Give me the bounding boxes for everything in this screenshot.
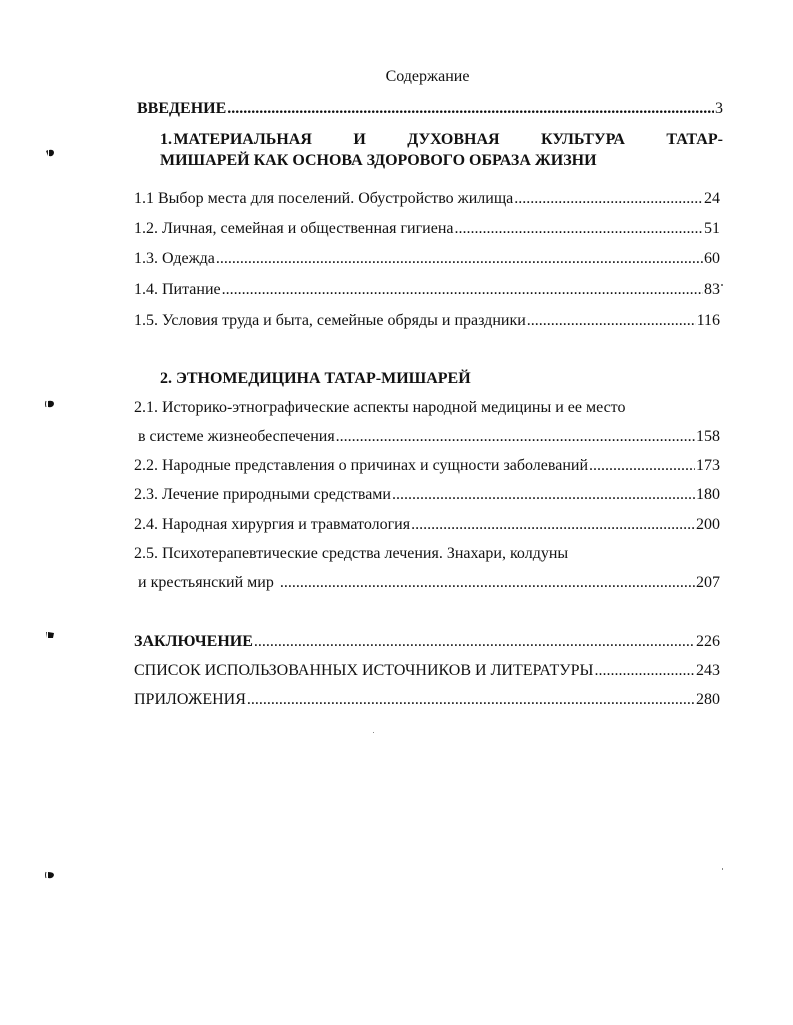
toc-entry-page: 158 bbox=[696, 428, 720, 445]
heading-word: 1. bbox=[160, 131, 172, 148]
scan-speck bbox=[373, 732, 374, 733]
dot-leader bbox=[247, 690, 695, 710]
toc-entry-1-1[interactable] bbox=[134, 189, 720, 211]
toc-entry-2-5-line1[interactable]: 2.5. Психотерапевтические средства лечения. Знахари, колдуны bbox=[134, 545, 569, 562]
toc-entry-page: 226 bbox=[696, 633, 720, 650]
toc-entry-label: 1.5. Условия труда и быта, семейные обряды и праздники bbox=[134, 312, 526, 329]
toc-entry-page: 180 bbox=[696, 486, 720, 503]
toc-entry-2-4[interactable] bbox=[134, 515, 720, 537]
toc-entry-page: 116 bbox=[696, 312, 720, 329]
toc-entry-page: 243 bbox=[696, 662, 720, 679]
toc-entry-label: 1.4. Питание bbox=[134, 281, 221, 298]
heading-word: ТАТАР- bbox=[666, 131, 723, 148]
toc-entry-2-1-line1[interactable]: 2.1. Историко-этнографические аспекты народной медицины и ее место bbox=[134, 399, 626, 416]
dot-leader bbox=[216, 249, 703, 269]
toc-entry-page: 207 bbox=[696, 574, 720, 591]
heading-word: КУЛЬТУРА bbox=[541, 131, 625, 148]
heading-word: МАТЕРИАЛЬНАЯ bbox=[173, 131, 312, 148]
dot-leader bbox=[222, 280, 703, 300]
toc-entry-label: СПИСОК ИСПОЛЬЗОВАННЫХ ИСТОЧНИКОВ И ЛИТЕРАТУРЫ bbox=[134, 662, 594, 679]
toc-entry-label: ПРИЛОЖЕНИЯ bbox=[134, 691, 246, 708]
toc-entry-label: 2.4. Народная хирургия и травматология bbox=[134, 516, 411, 533]
toc-entry-sources[interactable] bbox=[134, 661, 720, 683]
dot-leader bbox=[589, 456, 695, 476]
dot-leader bbox=[527, 311, 696, 331]
toc-entry-label: 1.2. Личная, семейная и общественная гигиена bbox=[134, 220, 454, 237]
chapter-1-heading[interactable] bbox=[160, 129, 723, 171]
toc-entry-label: в системе жизнеобеспечения bbox=[138, 428, 335, 445]
toc-entry-page: 3 bbox=[715, 100, 723, 117]
toc-entry-label: ВВЕДЕНИЕ bbox=[137, 100, 227, 117]
toc-entry-label: 2.3. Лечение природными средствами bbox=[134, 486, 391, 503]
dot-leader bbox=[254, 632, 695, 652]
dot-leader bbox=[411, 515, 695, 535]
binding-hole-mark-icon bbox=[45, 399, 55, 409]
toc-entry-page: 51 bbox=[704, 220, 720, 237]
dot-leader bbox=[280, 573, 695, 593]
toc-entry-1-3[interactable] bbox=[134, 249, 720, 271]
toc-entry-2-2[interactable] bbox=[134, 456, 720, 478]
toc-entry-2-1[interactable] bbox=[138, 427, 720, 449]
heading-word: И bbox=[353, 131, 366, 148]
dot-leader bbox=[594, 661, 695, 681]
scan-speck bbox=[722, 868, 723, 870]
dot-leader bbox=[392, 485, 695, 505]
toc-entry-page: 280 bbox=[696, 691, 720, 708]
binding-hole-mark-icon bbox=[45, 630, 55, 640]
toc-entry-label: 2.2. Народные представления о причинах и сущности заболеваний bbox=[134, 457, 589, 474]
toc-entry-2-5[interactable] bbox=[138, 573, 720, 595]
chapter-1-heading-line1 bbox=[160, 129, 723, 150]
chapter-2-heading[interactable]: 2. ЭТНОМЕДИЦИНА ТАТАР-МИШАРЕЙ bbox=[160, 370, 471, 387]
toc-entry-page: 83 bbox=[704, 281, 720, 298]
toc-entry-label: ЗАКЛЮЧЕНИЕ bbox=[134, 633, 253, 650]
toc-entry-1-5[interactable] bbox=[134, 311, 720, 333]
toc-entry-page: 200 bbox=[696, 516, 720, 533]
toc-entry-label: 1.3. Одежда bbox=[134, 250, 215, 267]
toc-entry-conclusion[interactable] bbox=[134, 632, 720, 654]
toc-entry-page: 173 bbox=[696, 457, 720, 474]
binding-hole-mark-icon bbox=[45, 870, 55, 880]
toc-entry-label: и крестьянский мир bbox=[138, 574, 274, 591]
toc-entry-1-2[interactable] bbox=[134, 219, 720, 241]
toc-entry-2-3[interactable] bbox=[134, 485, 720, 507]
toc-entry-label: 1.1 Выбор места для поселений. Обустройство жилища bbox=[134, 190, 514, 207]
toc-entry-1-4[interactable] bbox=[134, 280, 720, 302]
dot-leader bbox=[336, 427, 695, 447]
scan-speck bbox=[721, 284, 723, 286]
dot-leader bbox=[227, 99, 714, 119]
toc-entry-page: 24 bbox=[704, 190, 720, 207]
toc-entry-appendix[interactable] bbox=[134, 690, 720, 712]
dot-leader bbox=[454, 219, 703, 239]
binding-hole-mark-icon bbox=[45, 148, 55, 158]
toc-entry-page: 60 bbox=[704, 250, 720, 267]
heading-word: ДУХОВНАЯ bbox=[407, 131, 500, 148]
chapter-1-heading-line2: МИШАРЕЙ КАК ОСНОВА ЗДОРОВОГО ОБРАЗА ЖИЗНИ bbox=[160, 152, 597, 169]
page-title: Содержание bbox=[385, 68, 470, 85]
dot-leader bbox=[514, 189, 703, 209]
toc-entry-intro[interactable] bbox=[137, 99, 723, 121]
